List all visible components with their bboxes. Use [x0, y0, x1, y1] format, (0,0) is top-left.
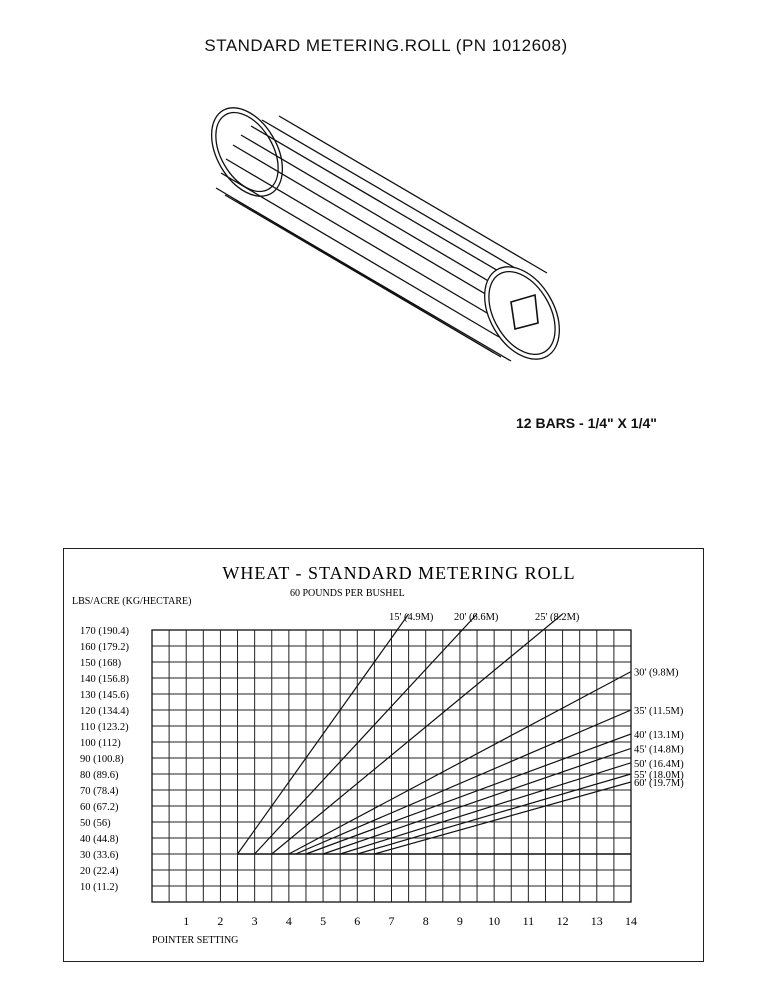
series-label: 30' (9.8M) — [634, 667, 679, 679]
y-tick-label: 150 (168) — [80, 658, 122, 669]
series-line-8 — [340, 763, 631, 854]
x-tick-label: 2 — [217, 914, 224, 928]
y-tick-label: 30 (33.6) — [80, 850, 119, 861]
y-tick-label: 160 (179.2) — [80, 642, 129, 653]
series-line-6 — [306, 734, 631, 854]
y-tick-label: 140 (156.8) — [80, 674, 129, 685]
series-label: 25' (8.2M) — [534, 612, 580, 623]
x-tick-label: 12 — [556, 914, 569, 928]
x-tick-label: 4 — [285, 914, 292, 928]
y-tick-label: 70 (78.4) — [80, 786, 119, 797]
metering-roll-illustration — [195, 95, 575, 375]
x-axis-label: POINTER SETTING — [152, 935, 239, 946]
series-line-3 — [272, 614, 563, 854]
series-line-5 — [296, 710, 631, 854]
y-tick-label: 120 (134.4) — [80, 706, 129, 717]
series-line-2 — [255, 614, 477, 854]
series-label: 55' (18.0M) — [634, 770, 684, 781]
y-tick-label: 40 (44.8) — [80, 834, 119, 845]
series-label: 15' (4.9M) — [388, 612, 434, 623]
series-label: 40' (13.1M) — [634, 730, 684, 741]
x-tick-label: 10 — [488, 914, 501, 928]
y-tick-label: 110 (123.2) — [80, 722, 129, 733]
series-label: 45' (14.8M) — [634, 744, 684, 756]
wheat-metering-chart — [64, 549, 705, 963]
bars-spec-label: 12 BARS - 1/4" X 1/4" — [516, 415, 657, 431]
x-tick-label: 14 — [625, 914, 637, 928]
chart-subtitle: 60 POUNDS PER BUSHEL — [290, 588, 405, 599]
y-tick-label: 100 (112) — [80, 738, 121, 749]
x-tick-label: 6 — [354, 914, 361, 928]
y-tick-label: 10 (11.2) — [80, 882, 119, 893]
page-title: STANDARD METERING.ROLL (PN 1012608) — [204, 36, 568, 55]
y-tick-label: 90 (100.8) — [80, 754, 124, 765]
x-tick-label: 11 — [522, 914, 535, 928]
x-tick-label: 5 — [320, 914, 327, 928]
x-tick-label: 1 — [183, 914, 190, 928]
y-tick-label: 60 (67.2) — [80, 802, 119, 813]
y-axis-label: LBS/ACRE (KG/HECTARE) — [72, 596, 192, 607]
y-tick-label: 130 (145.6) — [80, 690, 129, 701]
y-tick-label: 20 (22.4) — [80, 866, 119, 877]
series-label: 60' (19.7M) — [634, 778, 684, 789]
series-label: 20' (6.6M) — [453, 612, 499, 623]
chart-title: WHEAT - STANDARD METERING ROLL — [222, 563, 576, 583]
series-label: 50' (16.4M) — [634, 758, 684, 770]
series-label: 35' (11.5M) — [634, 706, 684, 717]
x-tick-label: 8 — [422, 914, 429, 928]
y-tick-label: 80 (89.6) — [80, 770, 119, 781]
x-tick-label: 9 — [456, 914, 463, 928]
x-tick-label: 3 — [251, 914, 258, 928]
y-tick-label: 170 (190.4) — [80, 626, 129, 637]
x-tick-label: 7 — [388, 914, 395, 928]
x-tick-label: 13 — [590, 914, 603, 928]
y-tick-label: 50 (56) — [80, 818, 111, 829]
chart-frame — [63, 548, 704, 962]
